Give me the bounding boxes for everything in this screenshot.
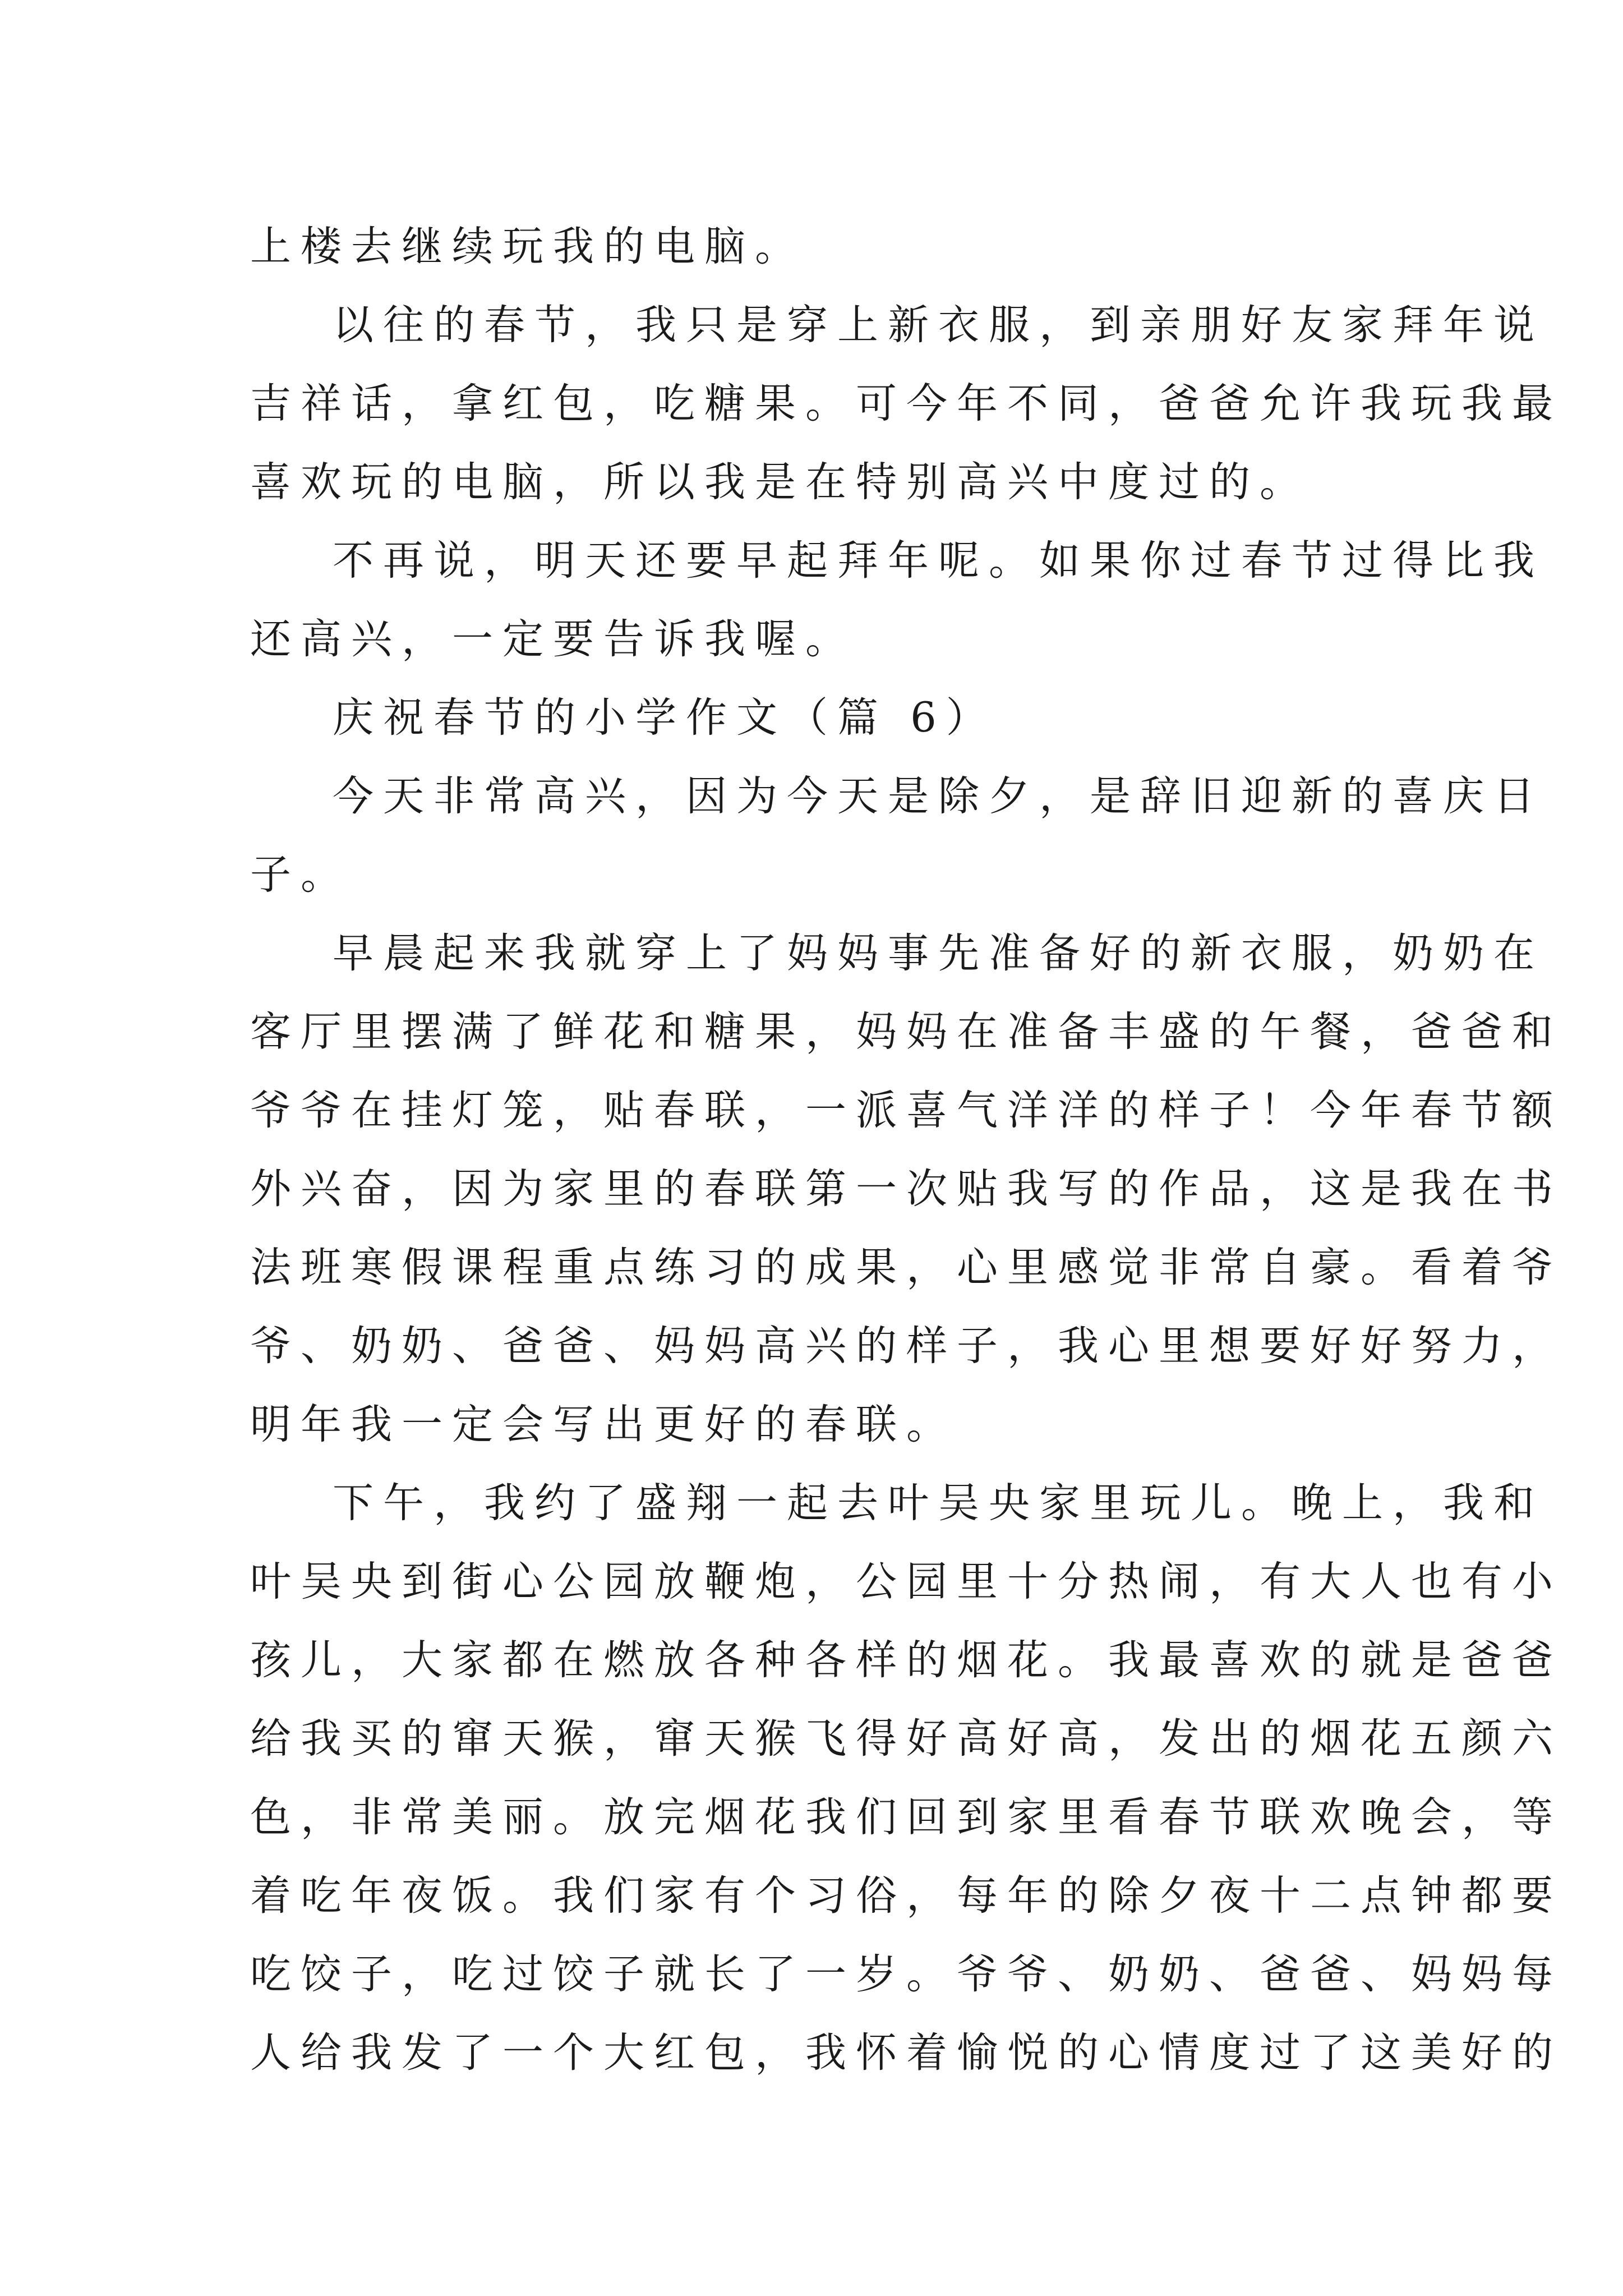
text-line: 给我买的窜天猴，窜天猴飞得好高好高，发出的烟花五颜六 [250, 1715, 1562, 1763]
paragraph-first-line: 早晨起来我就穿上了妈妈事先准备好的新衣服，奶奶在 [333, 930, 1544, 977]
paragraph-first-line: 以往的春节，我只是穿上新衣服，到亲朋好友家拜年说 [333, 301, 1544, 349]
text-line: 爷爷在挂灯笼，贴春联，一派喜气洋洋的样子！今年春节额 [250, 1087, 1562, 1134]
text-line: 外兴奋，因为家里的春联第一次贴我写的作品，这是我在书 [250, 1165, 1562, 1213]
text-line: 明年我一定会写出更好的春联。 [250, 1401, 957, 1448]
text-line: 着吃年夜饭。我们家有个习俗，每年的除夕夜十二点钟都要 [250, 1872, 1562, 1920]
text-line: 喜欢玩的电脑，所以我是在特别高兴中度过的。 [250, 458, 1310, 506]
text-line: 色，非常美丽。放完烟花我们回到家里看春节联欢晚会，等 [250, 1793, 1562, 1841]
text-line: 上楼去继续玩我的电脑。 [250, 223, 805, 270]
text-line: 子。 [250, 851, 351, 899]
paragraph-first-line: 不再说，明天还要早起拜年呢。如果你过春节过得比我 [333, 537, 1544, 585]
text-line: 孩儿，大家都在燃放各种各样的烟花。我最喜欢的就是爸爸 [250, 1636, 1562, 1684]
text-line: 叶吴央到街心公园放鞭炮，公园里十分热闹，有大人也有小 [250, 1558, 1562, 1605]
section-heading: 庆祝春节的小学作文（篇 6） [333, 694, 997, 742]
text-line: 法班寒假课程重点练习的成果，心里感觉非常自豪。看着爷 [250, 1244, 1562, 1291]
paragraph-first-line: 下午，我约了盛翔一起去叶吴央家里玩儿。晚上，我和 [333, 1479, 1544, 1527]
text-line: 人给我发了一个大红包，我怀着愉悦的心情度过了这美好的 [250, 2029, 1562, 2077]
paragraph-first-line: 今天非常高兴，因为今天是除夕，是辞旧迎新的喜庆日 [333, 772, 1544, 820]
text-line: 客厅里摆满了鲜花和糖果，妈妈在准备丰盛的午餐，爸爸和 [250, 1008, 1562, 1056]
text-line: 还高兴，一定要告诉我喔。 [250, 615, 856, 663]
text-line: 吃饺子，吃过饺子就长了一岁。爷爷、奶奶、爸爸、妈妈每 [250, 1950, 1562, 1998]
text-line: 爷、奶奶、爸爸、妈妈高兴的样子，我心里想要好好努力， [250, 1322, 1562, 1370]
text-line: 吉祥话，拿红包，吃糖果。可今年不同，爸爸允许我玩我最 [250, 380, 1562, 427]
